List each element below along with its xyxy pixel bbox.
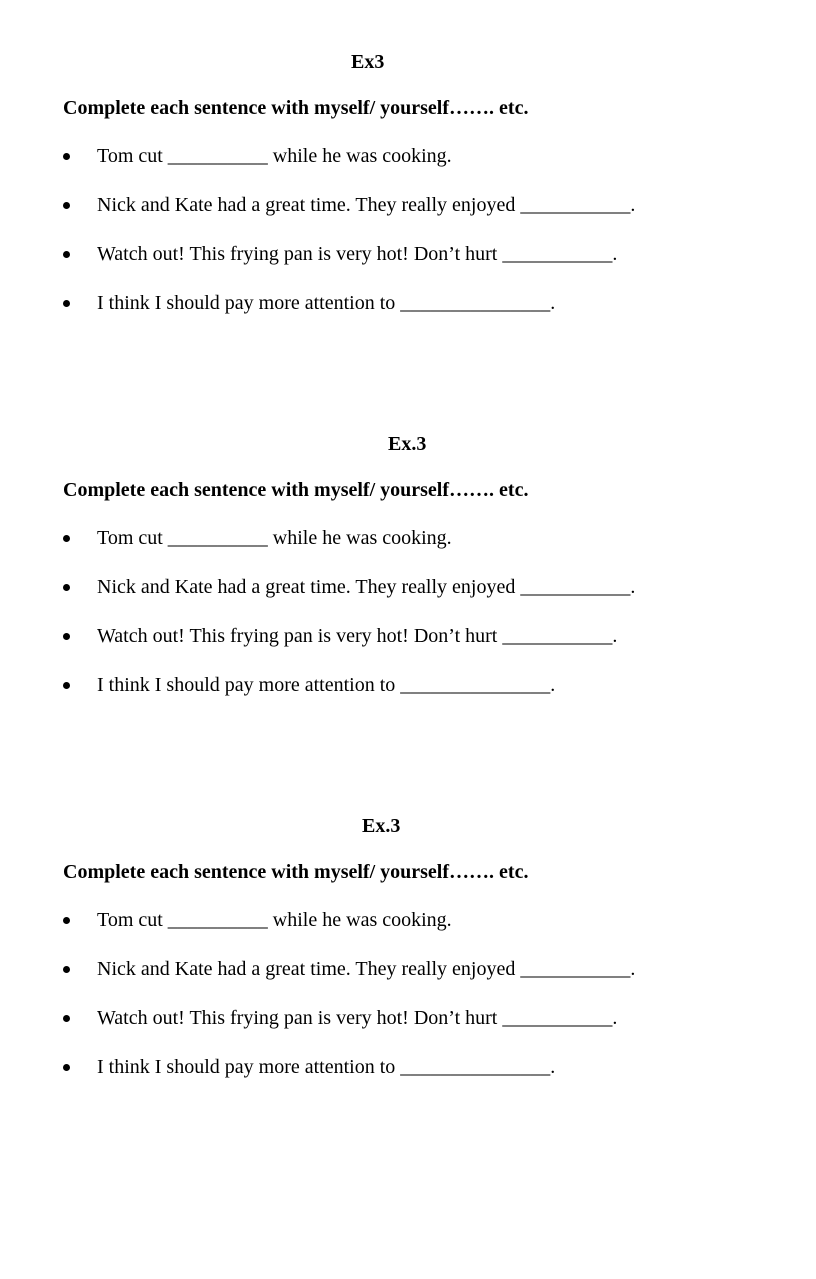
bullet-icon [63,202,70,209]
bullet-icon [63,682,70,689]
bullet-icon [63,251,70,258]
sentence-text: I think I should pay more attention to _______________. [97,1056,556,1078]
bullet-icon [63,584,70,591]
sentence-text: Watch out! This frying pan is very hot! Don’t hurt ___________. [97,1007,618,1029]
sentence-text: Nick and Kate had a great time. They really enjoyed ___________. [97,194,636,216]
sentence-text: Watch out! This frying pan is very hot! Don’t hurt ___________. [97,625,618,647]
bullet-icon [63,1015,70,1022]
exercise-instruction: Complete each sentence with myself/ yourself……. etc. [63,97,529,119]
bullet-icon [63,917,70,924]
sentence-text: Tom cut __________ while he was cooking. [97,909,452,931]
bullet-icon [63,966,70,973]
sentence-text: Nick and Kate had a great time. They really enjoyed ___________. [97,958,636,980]
bullet-icon [63,153,70,160]
bullet-icon [63,535,70,542]
bullet-icon [63,1064,70,1071]
exercise-title: Ex.3 [388,433,427,455]
sentence-text: I think I should pay more attention to _______________. [97,674,556,696]
sentence-text: Tom cut __________ while he was cooking. [97,527,452,549]
sentence-text: Tom cut __________ while he was cooking. [97,145,452,167]
sentence-text: Watch out! This frying pan is very hot! Don’t hurt ___________. [97,243,618,265]
sentence-text: Nick and Kate had a great time. They really enjoyed ___________. [97,576,636,598]
sentence-text: I think I should pay more attention to _______________. [97,292,556,314]
exercise-instruction: Complete each sentence with myself/ yourself……. etc. [63,861,529,883]
bullet-icon [63,633,70,640]
bullet-icon [63,300,70,307]
exercise-instruction: Complete each sentence with myself/ yourself……. etc. [63,479,529,501]
exercise-title: Ex.3 [362,815,401,837]
exercise-title: Ex3 [351,51,385,73]
